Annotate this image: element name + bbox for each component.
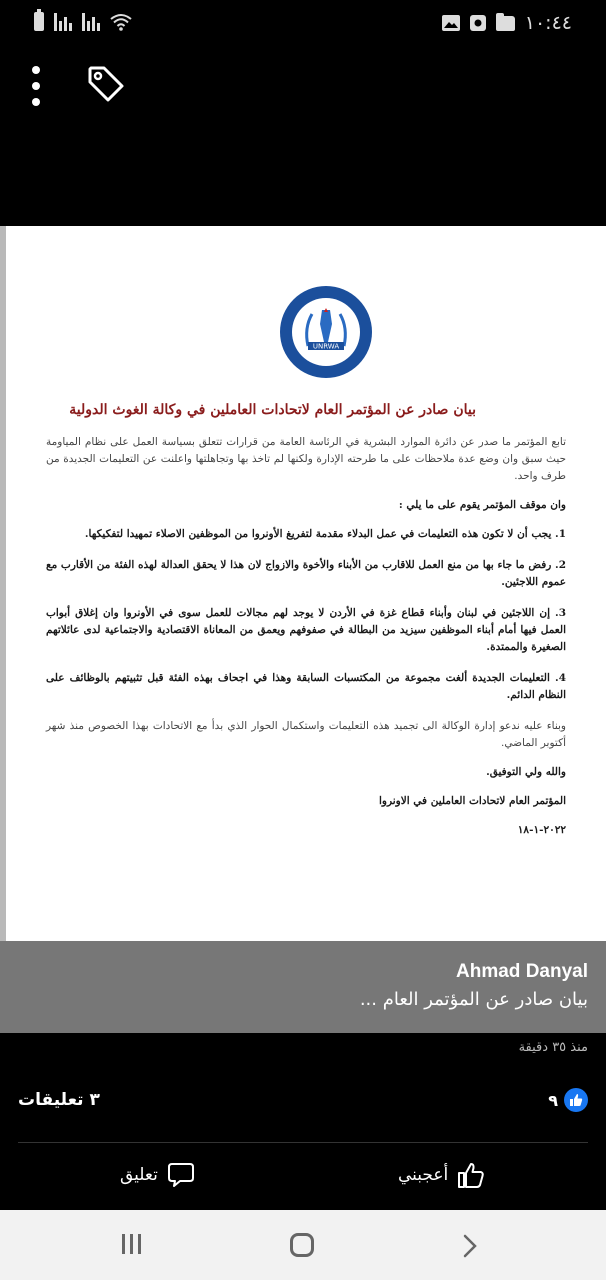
top-toolbar xyxy=(0,56,606,116)
like-badge-icon xyxy=(564,1088,588,1112)
post-caption[interactable] xyxy=(0,941,606,1033)
document-position-heading: وان موقف المؤتمر يقوم على ما يلي : xyxy=(398,499,566,511)
like-button-label: أعجبني xyxy=(398,1165,449,1185)
home-icon[interactable] xyxy=(290,1233,314,1257)
post-actions xyxy=(0,1150,606,1206)
caption-text[interactable]: بيان صادر عن المؤتمر العام ... xyxy=(359,989,588,1010)
document-title: بيان صادر عن المؤتمر العام لاتحادات العاملين في وكالة الغوث الدولية xyxy=(69,402,476,418)
thumbs-up-icon xyxy=(456,1160,486,1190)
comments-count[interactable]: ٣ تعليقات xyxy=(18,1090,100,1110)
document-closing: وبناء عليه ندعو إدارة الوكالة الى تجميد هذه التعليمات واستكمال الحوار الذي بدأ مع الاتحادات بهذا الخصوص منذ شهر أكتوبر الماضي. xyxy=(46,720,566,749)
folder-icon xyxy=(496,16,515,31)
document-date: ٢٠٢٢-١-١٨ xyxy=(517,824,566,836)
likes-summary[interactable] xyxy=(548,1088,588,1112)
status-time: ١٠:٤٤ xyxy=(524,12,572,34)
status-bar xyxy=(0,0,606,48)
wifi-icon xyxy=(110,13,132,31)
author-name[interactable]: Ahmad Danyal xyxy=(456,961,588,982)
document-item: 2. رفض ما جاء بها من منع العمل للاقارب من الأبناء والأخوة والازواج لان هذا لا يحقق العدالة لهذه الفئة من الأقارب مع عموم اللاجئين. xyxy=(46,559,566,588)
tag-icon[interactable] xyxy=(86,64,126,104)
comment-button[interactable] xyxy=(120,1160,196,1190)
document-item: 4. التعليمات الجديدة ألغت مجموعة من المكتسبات السابقة وهذا في اجحاف بهذه الفئة قبل تثبيتهم بالوظائف على النظام الدائم. xyxy=(46,672,566,701)
more-vertical-icon[interactable] xyxy=(26,66,46,106)
unrwa-logo xyxy=(278,284,374,380)
status-right xyxy=(442,12,572,34)
document-item: 1. يجب أن لا تكون هذه التعليمات في عمل البدلاء مقدمة لتفريغ الأونروا من الموظفين الاصلاء تمهيدا لتفكيكها. xyxy=(84,528,566,540)
back-icon[interactable] xyxy=(462,1234,478,1258)
document-intro: تابع المؤتمر ما صدر عن دائرة الموارد البشرية في الرئاسة العامة من قرارات تتعلق بسياسة العمل على نظام المياومة حيث سبق وان وضع عدة ملاحظات على ما طرحته الإدارة ولكنها لم تاخذ بها وتجاهلتها واعلنت عن التعليمات الجديدة من طرف واحد. xyxy=(46,436,566,482)
signal-icon xyxy=(54,13,72,31)
document-blessing: والله ولي التوفيق. xyxy=(486,766,566,778)
status-left xyxy=(34,12,132,31)
signal-icon xyxy=(82,13,100,31)
post-timestamp: منذ ٣٥ دقيقة xyxy=(518,1040,588,1055)
like-button[interactable] xyxy=(398,1160,486,1190)
document-body xyxy=(46,434,566,851)
battery-icon xyxy=(34,12,44,31)
likes-count: ٩ xyxy=(548,1090,558,1110)
system-navbar xyxy=(0,1210,606,1280)
comment-button-label: تعليق xyxy=(120,1165,158,1185)
divider xyxy=(18,1142,588,1143)
svg-text:UNRWA: UNRWA xyxy=(312,342,340,351)
comment-icon xyxy=(166,1160,196,1190)
reactions-bar xyxy=(0,1088,606,1118)
document-item: 3. إن اللاجئين في لبنان وأبناء قطاع غزة في الأردن لا يوجد لهم مجالات للعمل سوى في الأونروا وان إغلاق أبواب العمل فيها أمام أبناء الموظفين سيزيد من البطالة في صفوفهم ويعمق من المعاناة الاقتصادية والاجتماعية لدى عائلاتهم الصغيرة والممتدة. xyxy=(46,607,566,653)
gallery-icon xyxy=(442,15,460,31)
post-photo[interactable] xyxy=(0,226,606,942)
record-icon xyxy=(470,15,486,31)
recent-apps-icon[interactable] xyxy=(122,1234,141,1254)
document-signature: المؤتمر العام لاتحادات العاملين في الاونروا xyxy=(378,795,566,807)
